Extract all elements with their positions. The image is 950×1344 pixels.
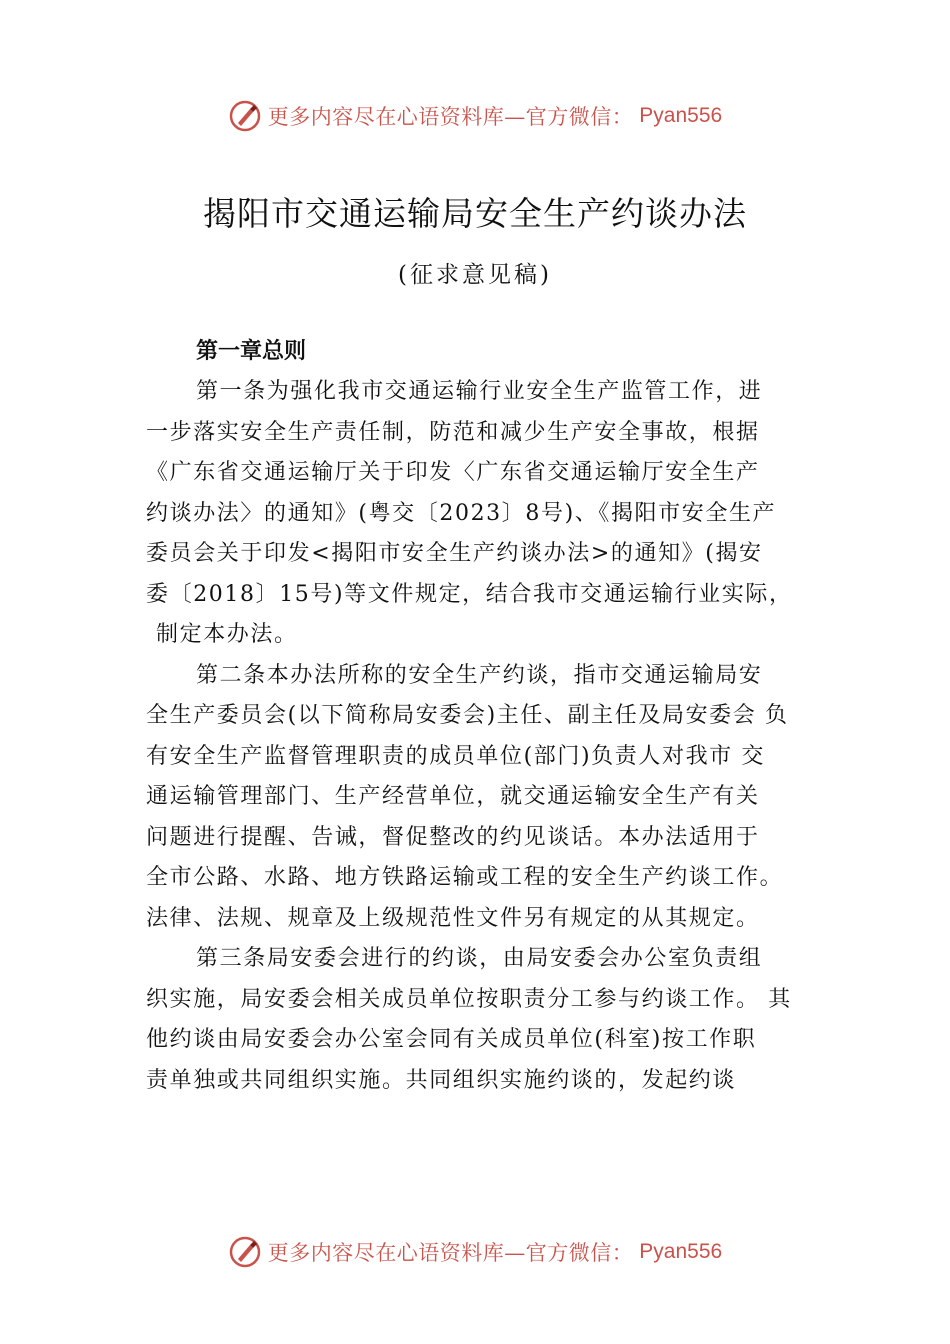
- document-body: [146, 332, 816, 1101]
- body-line: 全市公路、水路、地方铁路运输或工程的安全生产约谈工作。: [146, 865, 784, 890]
- chapter-heading: 第一章总则: [196, 339, 307, 364]
- watermark-wechat-id: Pyan556: [639, 1240, 723, 1263]
- watermark-banner-top: [0, 96, 950, 136]
- body-line: 委员会关于印发<揭阳市安全生产约谈办法>的通知》(揭安: [146, 541, 763, 566]
- document-subtitle: (征求意见稿): [398, 262, 552, 288]
- pen-logo-icon: [228, 99, 262, 133]
- body-line: 约谈办法〉的通知》(粤交〔2023〕8号)、《揭阳市安全生产: [146, 500, 777, 526]
- body-line: 第二条本办法所称的安全生产约谈，指市交通运输局安: [196, 662, 763, 688]
- body-line: 有安全生产监督管理职责的成员单位(部门)负责人对我市 交: [146, 743, 765, 769]
- body-line: 织实施，局安委会相关成员单位按职责分工参与约谈工作。 其: [146, 986, 792, 1012]
- body-line: 他约谈由局安委会办公室会同有关成员单位(科室)按工作职: [146, 1027, 757, 1052]
- body-line: 全生产委员会(以下简称局安委会)主任、副主任及局安委会 负: [146, 703, 789, 728]
- watermark-banner-bottom: [0, 1232, 950, 1272]
- body-line: 一步落实安全生产责任制，防范和减少生产安全事故，根据: [146, 419, 760, 445]
- pen-logo-icon: [228, 1235, 262, 1269]
- body-line: 第一条为强化我市交通运输行业安全生产监管工作，进: [196, 379, 763, 404]
- watermark-text: 更多内容尽在心语资料库—官方微信：: [267, 105, 634, 129]
- watermark-wechat-id: Pyan556: [639, 104, 723, 127]
- body-line: 责单独或共同组织实施。共同组织实施约谈的，发起约谈: [146, 1067, 737, 1093]
- watermark-text: 更多内容尽在心语资料库—官方微信：: [267, 1241, 634, 1265]
- body-line: 制定本办法。: [156, 622, 298, 647]
- body-line: 问题进行提醒、告诫，督促整改的约见谈话。本办法适用于: [146, 824, 760, 850]
- body-line: 委〔2018〕15号)等文件规定，结合我市交通运输行业实际，: [146, 581, 793, 607]
- body-line: 通运输管理部门、生产经营单位，就交通运输安全生产有关: [146, 784, 760, 809]
- body-line: 《广东省交通运输厅关于印发〈广东省交通运输厅安全生产: [146, 460, 760, 485]
- document-title: 揭阳市交通运输局安全生产约谈办法: [203, 194, 747, 233]
- body-line: 第三条局安委会进行的约谈，由局安委会办公室负责组: [196, 946, 763, 971]
- body-line: 法律、法规、规章及上级规范性文件另有规定的从其规定。: [146, 905, 760, 931]
